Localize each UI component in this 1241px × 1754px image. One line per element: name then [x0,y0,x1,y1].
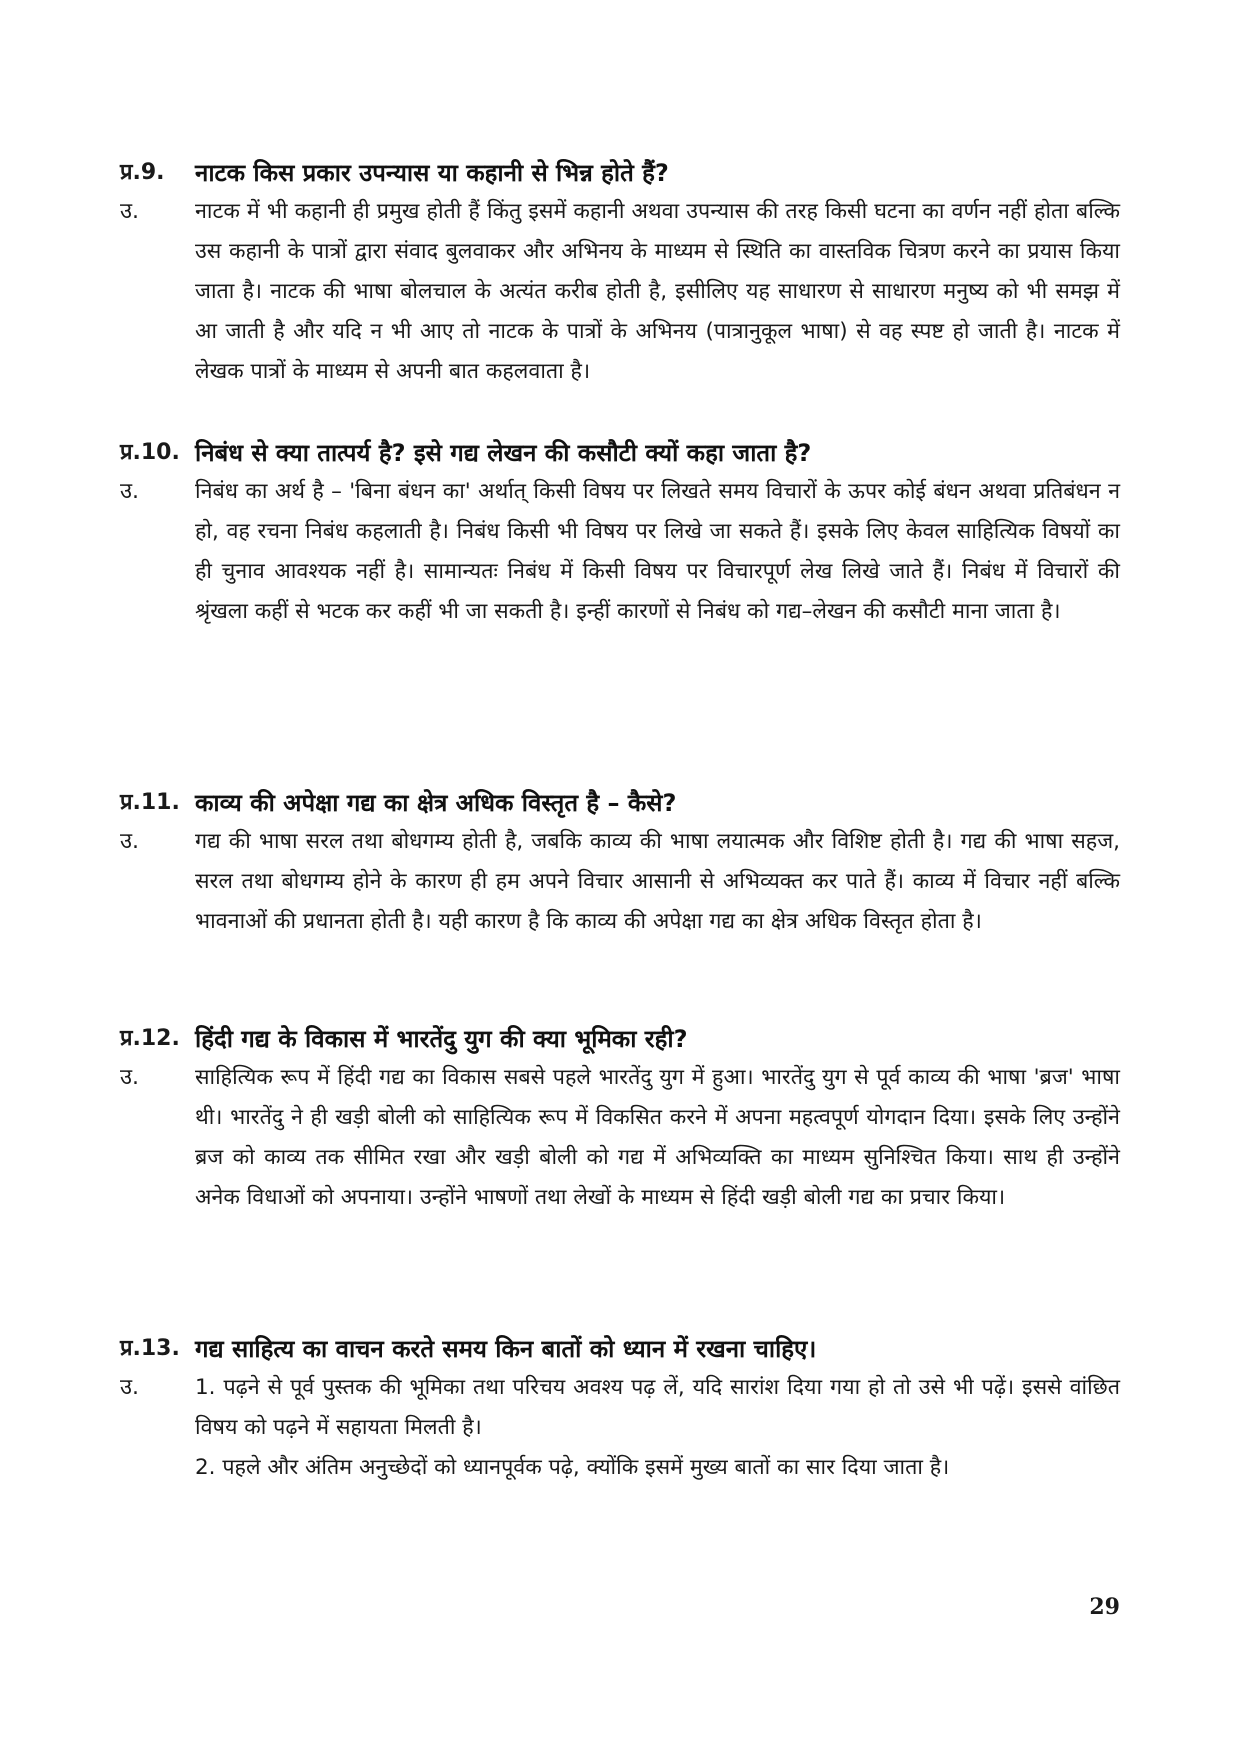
question-number: प्र.11. [120,790,180,815]
answer-marker: उ. [120,199,140,224]
qa-block [120,788,1120,942]
answer-paragraph: नाटक में भी कहानी ही प्रमुख होती हैं किंतु इसमें कहानी अथवा उपन्यास की तरह किसी घटना का वर्णन नहीं होता बल्कि उस कहानी के पात्रों द्वारा संवाद बुलवाकर और अभिनय के माध्यम से स्थिति का वास्तविक चित्रण करने का प्रयास किया जाता है। नाटक की भाषा बोलचाल के अत्यंत करीब होती है, इसीलिए यह साधारण से साधारण मनुष्य को भी समझ में आ जाती है और यदि न भी आए तो नाटक के पात्रों के अभिनय (पात्रानुकूल भाषा) से वह स्पष्ट हो जाती है। नाटक में लेखक पात्रों के माध्यम से अपनी बात कहलवाता है। [195,199,1120,384]
question-number: प्र.9. [120,160,165,185]
answer-point: 2. पहले और अंतिम अनुच्छेदों को ध्यानपूर्वक पढ़े, क्योंकि इसमें मुख्य बातों का सार दिया जाता है। [195,1455,950,1480]
question-row [120,438,1120,468]
answer-paragraph: निबंध का अर्थ है – 'बिना बंधन का' अर्थात् किसी विषय पर लिखते समय विचारों के ऊपर कोई बंधन अथवा प्रतिबंधन न हो, वह रचना निबंध कहलाती है। निबंध किसी भी विषय पर लिखे जा सकते हैं। इसके लिए केवल साहित्यिक विषयों का ही चुनाव आवश्यक नहीं है। सामान्यतः निबंध में किसी विषय पर विचारपूर्ण लेख लिखे जाते हैं। निबंध में विचारों की श्रृंखला कहीं से भटक कर कहीं भी जा सकती है। इन्हीं कारणों से निबंध को गद्य–लेखन की कसौटी माना जाता है। [195,479,1120,624]
page-number: 29 [1089,1594,1120,1620]
answer-text [195,1368,1120,1488]
question-row [120,1024,1120,1054]
qa-block [120,1334,1120,1488]
answer-text [195,192,1120,392]
question-text: हिंदी गद्य के विकास में भारतेंदु युग की क्या भूमिका रही? [195,1025,688,1053]
answer-marker: उ. [120,1375,140,1400]
qa-block [120,438,1120,632]
qa-block [120,158,1120,392]
answer-marker: उ. [120,1065,140,1090]
question-text: निबंध से क्या तात्पर्य है? इसे गद्य लेखन की कसौटी क्यों कहा जाता है? [195,439,812,467]
question-number: प्र.12. [120,1026,180,1051]
answer-text [195,822,1120,942]
answer-marker: उ. [120,829,140,854]
question-text: गद्य साहित्य का वाचन करते समय किन बातों को ध्यान में रखना चाहिए। [195,1335,817,1363]
question-row [120,158,1120,188]
answer-point: 1. पढ़ने से पूर्व पुस्तक की भूमिका तथा परिचय अवश्य पढ़ लें, यदि सारांश दिया गया हो तो उसे भी पढ़ें। इससे वांछित विषय को पढ़ने में सहायता मिलती है। [195,1375,1120,1440]
answer-row [120,1368,1120,1488]
answer-row [120,472,1120,632]
answer-row [120,822,1120,942]
answer-row [120,192,1120,392]
question-text: नाटक किस प्रकार उपन्यास या कहानी से भिन्न होते हैं? [195,159,669,187]
answer-marker: उ. [120,479,140,504]
question-row [120,1334,1120,1364]
answer-paragraph: गद्य की भाषा सरल तथा बोधगम्य होती है, जबकि काव्य की भाषा लयात्मक और विशिष्ट होती है। गद्य की भाषा सहज, सरल तथा बोधगम्य होने के कारण ही हम अपने विचार आसानी से अभिव्यक्त कर पाते हैं। काव्य में विचार नहीं बल्कि भावनाओं की प्रधानता होती है। यही कारण है कि काव्य की अपेक्षा गद्य का क्षेत्र अधिक विस्तृत होता है। [195,829,1120,934]
question-text: काव्य की अपेक्षा गद्य का क्षेत्र अधिक विस्तृत है – कैसे? [195,789,677,817]
qa-block [120,1024,1120,1218]
question-row [120,788,1120,818]
answer-paragraph: साहित्यिक रूप में हिंदी गद्य का विकास सबसे पहले भारतेंदु युग में हुआ। भारतेंदु युग से पूर्व काव्य की भाषा 'ब्रज' भाषा थी। भारतेंदु ने ही खड़ी बोली को साहित्यिक रूप में विकसित करने में अपना महत्वपूर्ण योगदान दिया। इसके लिए उन्होंने ब्रज को काव्य तक सीमित रखा और खड़ी बोली को गद्य में अभिव्यक्ति का माध्यम सुनिश्चित किया। साथ ही उन्होंने अनेक विधाओं को अपनाया। उन्होंने भाषणों तथा लेखों के माध्यम से हिंदी खड़ी बोली गद्य का प्रचार किया। [195,1065,1120,1210]
answer-text [195,1058,1120,1218]
question-number: प्र.13. [120,1336,180,1361]
question-number: प्र.10. [120,440,180,465]
answer-row [120,1058,1120,1218]
answer-text [195,472,1120,632]
